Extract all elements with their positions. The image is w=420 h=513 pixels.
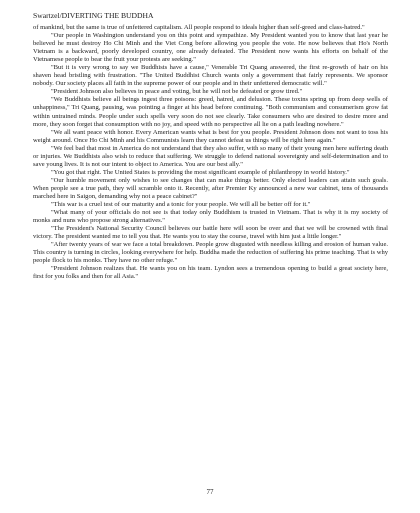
body-text <box>33 24 388 282</box>
paragraph: "You got that right. The United States is providing the most significant example of philanthropy in world history." <box>51 168 350 176</box>
paragraph: "Our people in Washington understand you on this point and sympathize. My President wanted you to know that last year he believed he must destroy Ho Chi Minh and the Viet Cong before allowing you people the vote. He now believes that Ho's North Vietnam is a backward, poorly developed country, one already defeated. The President now wants his efforts on behalf of the Vietnamese people to bear the fruit your protests are seeking." <box>33 32 388 64</box>
paragraph: "The President's National Security Council believes our battle here will soon be over and that we will be crowned with final victory. The president wanted me to tell you that. He wants you to stay the course, travel with him just a little longer." <box>33 225 388 241</box>
paragraph: "This war is a cruel test of our maturity and a tonic for your people. We will all be better off for it." <box>51 201 311 209</box>
paragraph: "But it is very wrong to say we Buddhists have a cause," Venerable Tri Quang answered, the first re-growth of hair on his shaven head bristling with frustration. "The United Buddhist Church wants only a government that fairly represents. We sponsor nobody. Our society places all faith in the supreme power of our people and in their unfettered democratic will." <box>33 64 388 88</box>
paragraph: "President Johnson also believes in peace and voting, but he will not be defeated or grow tired." <box>51 88 303 96</box>
page-number: 77 <box>206 488 214 496</box>
paragraph: "What many of your officials do not see is that today only Buddhism is trusted in Vietnam. That is why it is my society of monks and nuns who propose strong alternatives." <box>33 209 388 225</box>
paragraph: "We Buddhists believe all beings ingest three poisons: greed, hatred, and delusion. These toxins spring up from deep wells of unhappiness," Tri Quang, pausing, was pointing a finger at his head before continuing. "Both communism and consumerism grow fat within untrained minds. People under such spells very soon do not see clearly. Take consumers who are desired to desire more and more, they soon forget that consumption with no joy, and speed with no perspective all lie on a path leading nowhere." <box>33 96 388 128</box>
paragraph: "We all want peace with honor. Every American wants what is best for you people. President Johnson does not want to toss his weight around. Once Ho Chi Minh and his Communists learn they cannot defeat us things will be right here again." <box>33 128 388 144</box>
paragraph: of mankind, but the same is true of unfettered capitalism. All people respond to ideals higher than self-greed and class-hatred." <box>33 24 365 31</box>
paragraph: "After twenty years of war we face a total breakdown. People grow disgusted with needless killing and erosion of human value. This country is turning in circles, looking everywhere for help. Buddha made the reduction of suffering his prime teaching. That is why people flock to his monks. They have no other refuge." <box>33 241 388 265</box>
paragraph: "We feel bad that most in America do not understand that they also suffer, with so many of their young men here suffering death or injuries. We Buddhists also wish to reduce that suffering. We struggle to defend national sovereignty and self-determination and to save young lives. It is not our intent to object to America. You are our best ally." <box>33 144 388 168</box>
paragraph: "President Johnson realizes that. He wants you on his team. Lyndon sees a tremendous opening to build a great society here, first for you folks and then for all Asia." <box>33 265 388 281</box>
running-header: Swartzel/DIVERTING THE BUDDHA <box>33 11 154 20</box>
paragraph: "Our humble movement only wishes to see changes that can make things better. Only elected leaders can attain such goals. When people see a true path, they will scramble onto it. Recently, after Premier Ky announced a new war cabinet, tens of thousands marched here in Saigon, demanding why not a peace cabinet?" <box>33 176 388 200</box>
